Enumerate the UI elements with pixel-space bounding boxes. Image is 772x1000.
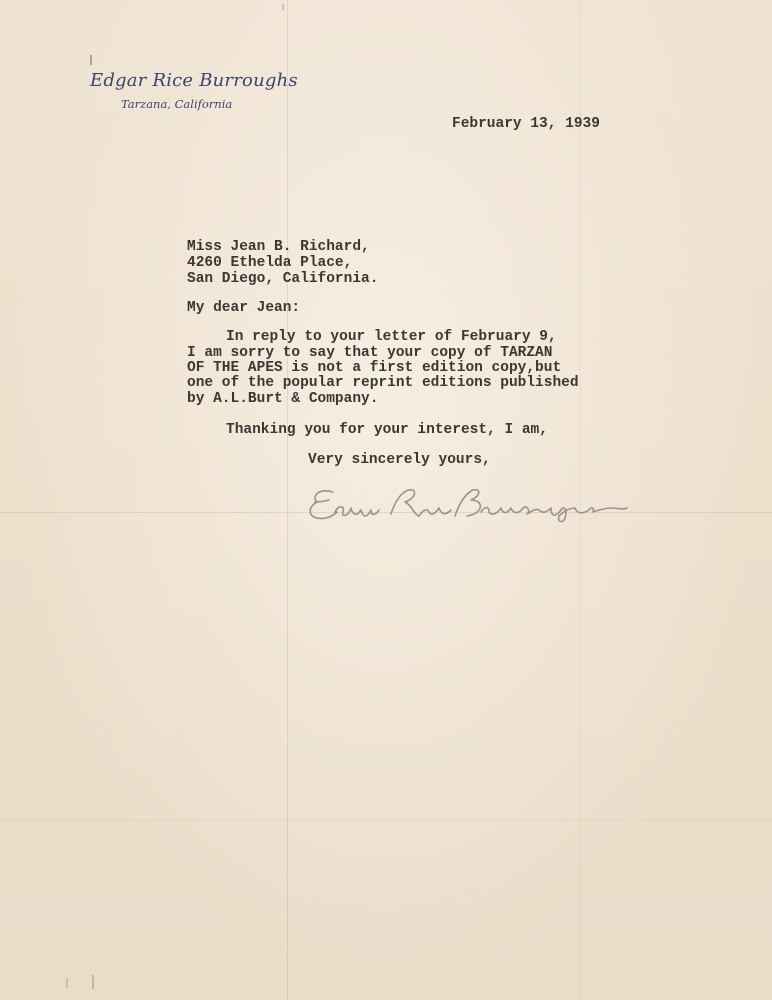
- handwritten-signature: [305, 478, 635, 528]
- body-line: In reply to your letter of February 9,: [226, 329, 557, 345]
- complimentary-close: Very sincerely yours,: [308, 452, 491, 468]
- body-line: OF THE APES is not a first edition copy,but: [187, 360, 562, 376]
- recipient-name: Miss Jean B. Richard,: [187, 239, 370, 255]
- recipient-city: San Diego, California.: [187, 271, 379, 287]
- body-line: by A.L.Burt & Company.: [187, 391, 379, 407]
- fold-crease-vertical: [287, 0, 288, 1000]
- paper-mark: [92, 975, 94, 989]
- paper-mark: [282, 4, 284, 10]
- letterhead-location: Tarzana, California: [121, 97, 233, 111]
- fold-crease-horizontal: [0, 820, 772, 821]
- letterhead-name: Edgar Rice Burroughs: [90, 70, 298, 91]
- body-line: one of the popular reprint editions published: [187, 375, 579, 391]
- letter-date: February 13, 1939: [452, 116, 600, 132]
- paper-mark: [90, 55, 92, 65]
- thanks-line: Thanking you for your interest, I am,: [226, 422, 548, 438]
- salutation: My dear Jean:: [187, 300, 301, 316]
- recipient-street: 4260 Ethelda Place,: [187, 255, 353, 271]
- body-line: I am sorry to say that your copy of TARZAN: [187, 345, 553, 361]
- paper-mark: [66, 978, 68, 988]
